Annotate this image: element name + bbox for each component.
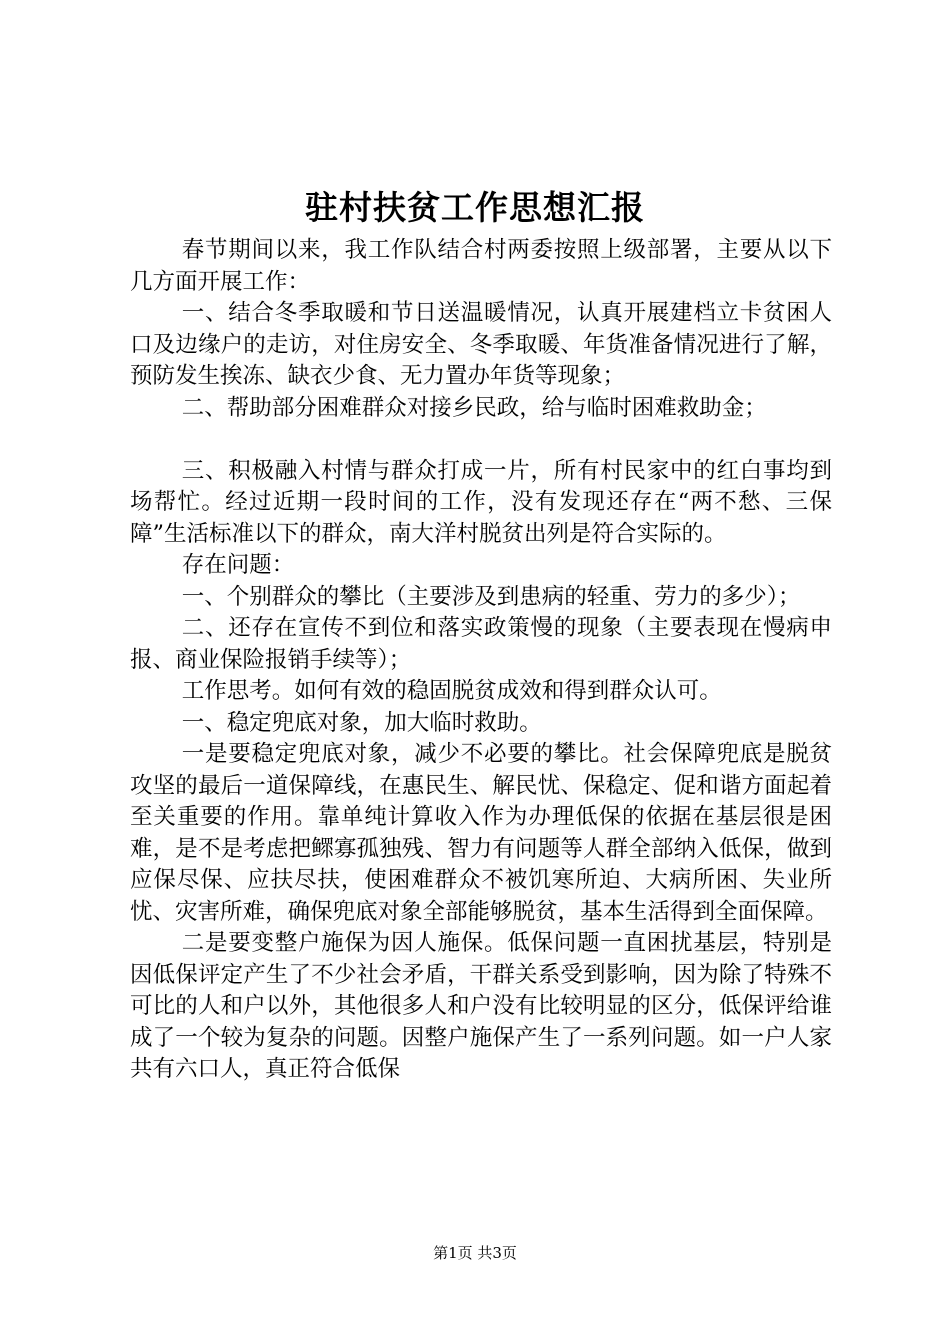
paragraph-problems-heading: 存在问题：	[181, 552, 295, 578]
document-body	[130, 235, 832, 1086]
paragraph-thinking-1: 一、稳定兜底对象，加大临时救助。	[181, 709, 542, 736]
paragraph-item-1: 一、结合冬季取暖和节日送温暖情况，认真开展建档立卡贫困人口及边缘户的走访，对住房安全、冬季取暖、年货准备情况进行了解，预防发生挨冻、缺衣少食、无力置办年货等现象；	[130, 300, 832, 389]
paragraph-item-2: 二、帮助部分困难群众对接乡民政，给与临时困难救助金；	[181, 394, 767, 421]
paragraph-point-2: 二是要变整户施保为因人施保。低保问题一直困扰基层，特别是因低保评定产生了不少社会矛盾，干群关系受到影响，因为除了特殊不可比的人和户以外，其他很多人和户没有比较明显的区分，低保评给谁成了一个较为复杂的问题。因整户施保产生了一系列问题。如一户人家共有六口人，真正符合低保	[130, 930, 832, 1082]
paragraph-problem-1: 一、个别群众的攀比（主要涉及到患病的轻重、劳力的多少）；	[181, 583, 801, 610]
paragraph-intro: 春节期间以来，我工作队结合村两委按照上级部署，主要从以下几方面开展工作：	[130, 237, 832, 295]
paragraph-problem-2: 二、还存在宣传不到位和落实政策慢的现象（主要表现在慢病申报、商业保险报销手续等）；	[130, 615, 832, 673]
paragraph-thinking-heading: 工作思考。如何有效的稳固脱贫成效和得到群众认可。	[181, 678, 722, 704]
paragraph-item-3: 三、积极融入村情与群众打成一片，所有村民家中的红白事均到场帮忙。经过近期一段时间的工作，没有发现还存在“两不愁、三保障”生活标准以下的群众，南大洋村脱贫出列是符合实际的。	[130, 457, 832, 547]
page-footer: 第1页 共3页	[433, 1244, 517, 1262]
paragraph-point-1: 一是要稳定兜底对象，减少不必要的攀比。社会保障兜底是脱贫攻坚的最后一道保障线，在惠民生、解民忧、保稳定、促和谐方面起着至关重要的作用。靠单纯计算收入作为办理低保的依据在基层很是困难，是不是考虑把鳏寡孤独残、智力有问题等人群全部纳入低保，做到应保尽保、应扶尽扶，使困难群众不被饥寒所迫、大病所困、失业所忧、灾害所难，确保兜底对象全部能够脱贫，基本生活得到全面保障。	[130, 741, 832, 925]
document-title: 驻村扶贫工作思想汇报	[305, 188, 645, 227]
